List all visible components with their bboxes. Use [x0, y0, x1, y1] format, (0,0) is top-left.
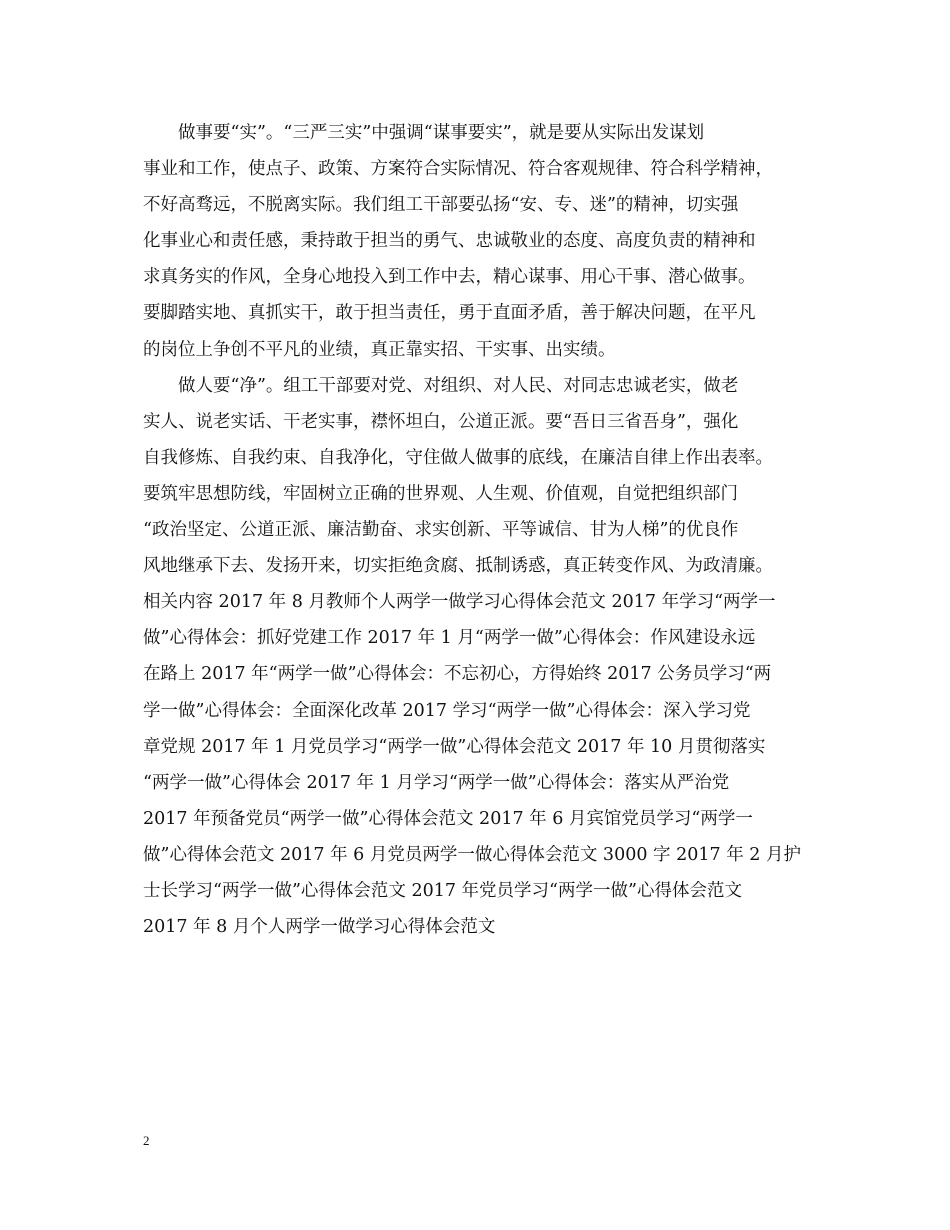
text-line: “两学一做”心得体会 2017 年 1 月学习“两学一做”心得体会：落实从严治党 [143, 772, 730, 793]
text-line: “政治坚定、公道正派、廉洁勤奋、求实创新、平等诚信、甘为人梯”的优良作 [143, 520, 739, 541]
text-line: 做”心得体会：抓好党建工作 2017 年 1 月“两学一做”心得体会：作风建设永远 [143, 628, 756, 649]
text-line: 要脚踏实地、真抓实干，敢于担当责任，勇于直面矛盾，善于解决问题，在平凡 [143, 303, 756, 324]
text-line: 做事要“实”。“三严三实”中强调“谋事要实”，就是要从实际出发谋划 [178, 123, 705, 143]
text-line: 要筑牢思想防线，牢固树立正确的世界观、人生观、价值观，自觉把组织部门 [143, 483, 738, 504]
page-number: 2 [143, 1133, 150, 1148]
paragraph-shi [143, 115, 823, 368]
text-line: 做人要“净”。组工干部要对党、对组织、对人民、对同志忠诚老实，做老 [178, 375, 739, 396]
text-line: 2017 年预备党员“两学一做”心得体会范文 2017 年 6 月宾馆党员学习“两学一 [143, 808, 753, 829]
text-line: 实人、说老实话、干老实事，襟怀坦白，公道正派。要“吾日三省吾身”，强化 [143, 411, 739, 432]
text-line: 在路上 2017 年“两学一做”心得体会：不忘初心，方得始终 2017 公务员学习“两 [143, 664, 772, 685]
text-line: 士长学习“两学一做”心得体会范文 2017 年党员学习“两学一做”心得体会范文 [143, 880, 742, 901]
text-line: 风地继承下去、发扬开来，切实拒绝贪腐、抵制诱惑，真正转变作风、为政清廉。 [143, 556, 773, 577]
text-line: 学一做”心得体会：全面深化改革 2017 学习“两学一做”心得体会：深入学习党 [143, 700, 751, 721]
paragraph-jing [143, 368, 823, 585]
text-line: 求真务实的作风，全身心地投入到工作中去，精心谋事、用心干事、潜心做事。 [143, 267, 756, 288]
text-line: 不好高骛远，不脱离实际。我们组工干部要弘扬“安、专、迷”的精神，切实强 [143, 195, 739, 216]
document-body [143, 115, 823, 945]
text-line: 2017 年 8 月个人两学一做学习心得体会范文 [143, 917, 496, 938]
text-line: 做”心得体会范文 2017 年 6 月党员两学一做心得体会范文 3000 字 2017 年 2 月护 [143, 844, 801, 865]
text-line: 的岗位上争创不平凡的业绩，真正靠实招、干实事、出实绩。 [143, 339, 616, 360]
text-line: 自我修炼、自我约束、自我净化，守住做人做事的底线，在廉洁自律上作出表率。 [143, 447, 773, 468]
text-line: 事业和工作，使点子、政策、方案符合实际情况、符合客观规律、符合科学精神， [143, 159, 773, 180]
text-line: 相关内容 2017 年 8 月教师个人两学一做学习心得体会范文 2017 年学习“两学一 [143, 592, 776, 613]
text-line: 化事业心和责任感，秉持敢于担当的勇气、忠诚敬业的态度、高度负责的精神和 [143, 231, 756, 252]
paragraph-related [143, 584, 823, 945]
text-line: 章党规 2017 年 1 月党员学习“两学一做”心得体会范文 2017 年 10 月贯彻落实 [143, 736, 766, 757]
